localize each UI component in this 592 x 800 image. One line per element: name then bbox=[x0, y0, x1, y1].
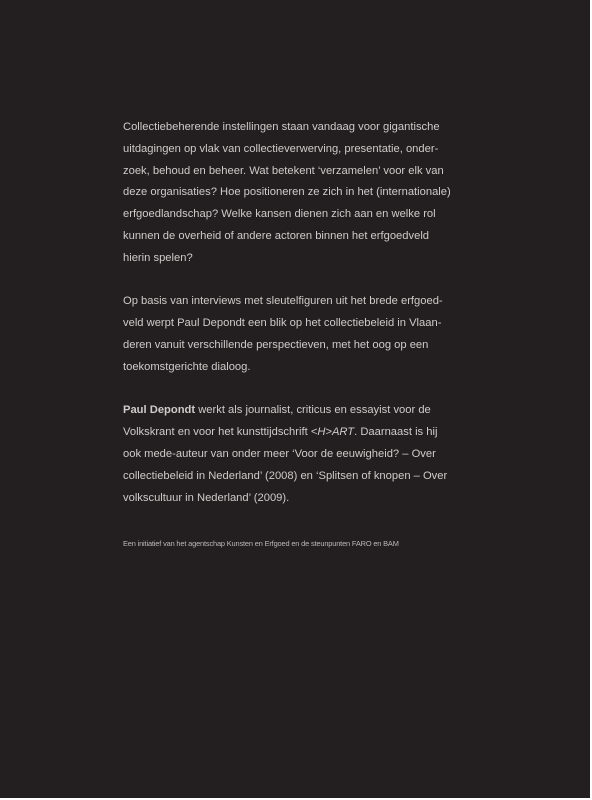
text-line: erfgoedlandschap? Welke kansen dienen zich aan en welke rol bbox=[123, 208, 436, 221]
text-line: zoek, behoud en beheer. Wat betekent ‘verzamelen’ voor elk van bbox=[123, 164, 444, 177]
author-name: Paul Depondt bbox=[123, 404, 196, 417]
magazine-title: <H>ART bbox=[310, 426, 355, 439]
text-line: toekomstgerichte dialoog. bbox=[123, 360, 251, 373]
text-line: deze organisaties? Hoe positioneren ze zich in het (internationale) bbox=[123, 186, 451, 199]
paragraph-author-bio bbox=[123, 400, 470, 509]
text-line: Collectiebeherende instellingen staan vandaag voor gigantische bbox=[123, 121, 440, 133]
text-line: deren vanuit verschillende perspectieven, met het oog op een bbox=[123, 338, 429, 351]
text-line: kunnen de overheid of andere actoren binnen het erfgoedveld bbox=[123, 229, 430, 242]
bio-text: . Daarnaast is hij bbox=[354, 426, 438, 439]
text-line bbox=[123, 400, 470, 422]
text-line: Op basis van interviews met sleutelfiguren uit het brede erfgoed- bbox=[123, 295, 443, 308]
text-line: hierin spelen? bbox=[123, 251, 193, 264]
bio-text: werkt als journalist, criticus en essayist voor de bbox=[195, 404, 431, 417]
blurb-text bbox=[123, 117, 470, 509]
text-line: veld werpt Paul Depondt een blik op het collectiebeleid in Vlaan- bbox=[123, 317, 442, 330]
paragraph-method bbox=[123, 291, 470, 378]
text-line: volkscultuur in Nederland’ (2009). bbox=[123, 491, 290, 504]
text-line: uitdagingen op vlak van collectieverwerving, presentatie, onder- bbox=[123, 142, 439, 155]
initiative-credit: Een initiatief van het agentschap Kunsten en Erfgoed en de steunpunten FARO en BAM bbox=[123, 539, 399, 548]
text-line bbox=[123, 422, 470, 444]
bio-text: Volkskrant en voor het kunsttijdschrift bbox=[123, 426, 311, 439]
paragraph-intro bbox=[123, 117, 470, 270]
text-line: collectiebeleid in Nederland’ (2008) en ‘Splitsen of knopen – Over bbox=[123, 469, 448, 482]
text-line: ook mede-auteur van onder meer ‘Voor de eeuwigheid? – Over bbox=[123, 447, 436, 460]
